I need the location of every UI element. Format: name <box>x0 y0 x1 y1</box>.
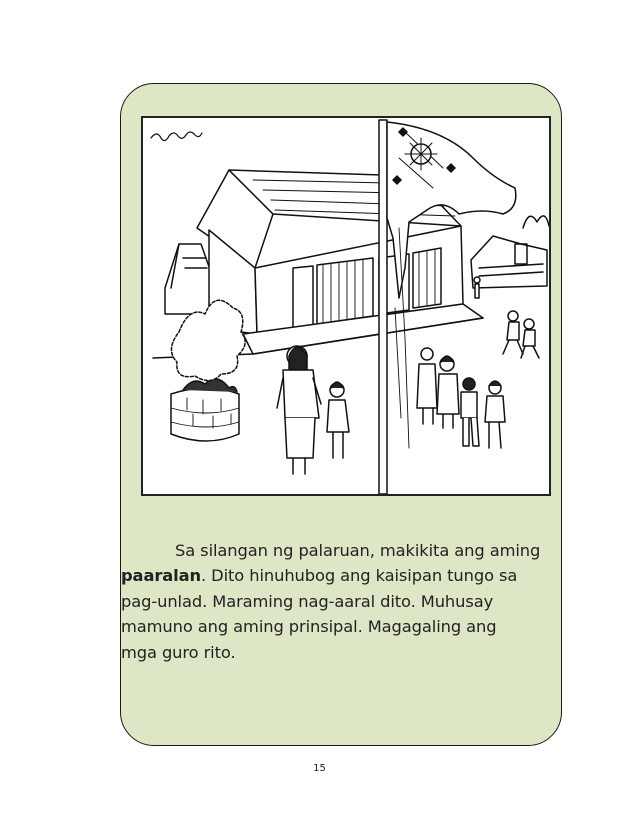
flagpole <box>379 120 387 494</box>
running-children <box>474 277 539 358</box>
distant-houses-right <box>471 236 547 288</box>
child-figure-2 <box>417 348 437 424</box>
child-figure-5 <box>485 381 505 448</box>
story-line-5: mga guro rito. <box>121 642 236 662</box>
story-text <box>121 538 551 665</box>
distant-house-left <box>165 244 213 314</box>
page-number: 15 <box>313 763 326 774</box>
school-illustration <box>141 116 551 496</box>
background-trees <box>523 216 549 228</box>
teacher-figure <box>277 346 321 474</box>
story-line-1: Sa silangan ng palaruan, makikita ang aming <box>175 541 541 560</box>
story-line-2: . Dito hinuhubog ang kaisipan tungo sa <box>201 566 518 586</box>
child-figure-1 <box>327 382 349 458</box>
brick-well <box>171 300 245 441</box>
story-line-4: mamuno ang aming prinsipal. Magagaling ang <box>121 617 497 637</box>
story-line-3: pag-unlad. Maraming nag-aaral dito. Muhusay <box>121 591 494 611</box>
artist-signature <box>151 132 202 141</box>
child-figure-3 <box>437 356 459 428</box>
story-keyword: paaralan <box>121 566 202 586</box>
child-figure-4 <box>461 378 479 446</box>
